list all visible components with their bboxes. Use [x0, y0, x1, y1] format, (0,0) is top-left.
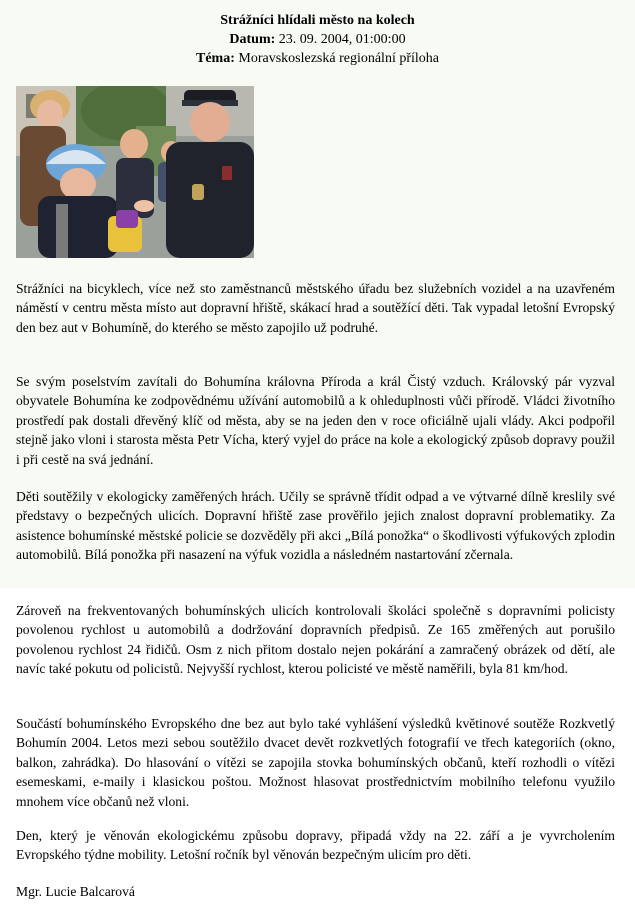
- paragraph-4: Zároveň na frekventovaných bohumínských ulicích kontrolovali školáci společně s dopravními policisty povolenou rychlost u automobilů a dodržování dopravních předpisů. Ze 165 změřených aut porušilo povolenou rychlost 24 řidičů. Osm z nich přitom dostalo nejen pokárání a zamračený obrázek od dětí, ale navíc také pokutu od policistů. Nejvyšší rychlost, kterou policisté ve městě naměřili, byla 81 km/hod.: [16, 603, 615, 677]
- topic-label: Téma:: [195, 51, 235, 66]
- paragraph-3: Děti soutěžily v ekologicky zaměřených hrách. Učily se správně třídit odpad a ve výtvarné dílně kreslily své představy o bezpečných ulicích. Dopravní hřiště zase prověřilo jejich znalost dopravní problematiky. Za asistence bohumínské městské policie se dozvěděly při akci „Bílá ponožka“ o škodlivosti výfukových zplodin automobilů. Bílá ponožka při nasazení na výfuk vozidla a následném nastartování zčernala.: [16, 489, 615, 563]
- article-photo: [16, 86, 254, 258]
- article-date-line: [0, 30, 635, 49]
- photo-police-with-children-icon: [16, 86, 254, 258]
- date-value: 23. 09. 2004, 01:00:00: [278, 32, 406, 47]
- date-label: Datum:: [229, 32, 276, 47]
- article-title: Strážníci hlídali město na kolech: [220, 13, 415, 28]
- paragraph-6: Den, který je věnován ekologickému způsobu dopravy, připadá vždy na 22. září a je vyvrcholením Evropského týdne mobility. Letošní ročník byl věnován bezpečným ulicím pro děti.: [16, 828, 615, 863]
- article-author: Mgr. Lucie Balcarová: [16, 884, 135, 899]
- paragraph-5: Součástí bohumínského Evropského dne bez aut bylo také vyhlášení výsledků květinové soutěže Rozkvetlý Bohumín 2004. Letos mezi sebou soutěžilo dvacet devět rozkvetlých fotografií ve třech kategoriích (okno, balkon, zahrádka). Do hlasování o vítězi se zapojila stovka bohumínských občanů, kteří rozhodli o vítězi esemeskami, e-maily i klasickou poštou. Možnost hlasovat prostřednictvím mobilního telefonu využilo mnohem více občanů než vloni.: [16, 716, 615, 809]
- topic-value: Moravskoslezská regionální příloha: [238, 51, 439, 66]
- article-header: [0, 11, 635, 68]
- paragraph-2: Se svým poselstvím zavítali do Bohumína královna Příroda a král Čistý vzduch. Královský pár vyzval obyvatele Bohumína ke zodpovědnému užívání automobilů a k ohleduplnosti vůči přírodě. Vládci životního prostředí pak dostali dřevěný klíč od města, aby se na jeden den v roce oficiálně ujali vlády. Akci podpořil stejně jako vloni i starosta města Petr Vícha, který vyjel do práce na kole a ekologický způsob dopravy použil i při cestě na svá jednání.: [16, 374, 615, 467]
- article-topic-line: [0, 49, 635, 68]
- paragraph-1: Strážníci na bicyklech, více než sto zaměstnanců městského úřadu bez služebních vozidel a na uzavřeném náměstí v centru města místo aut dopravní hřiště, skákací hrad a soutěžící děti. Tak vypadal letošní Evropský den bez aut v Bohumíně, do kterého se město zapojilo už podruhé.: [16, 281, 615, 335]
